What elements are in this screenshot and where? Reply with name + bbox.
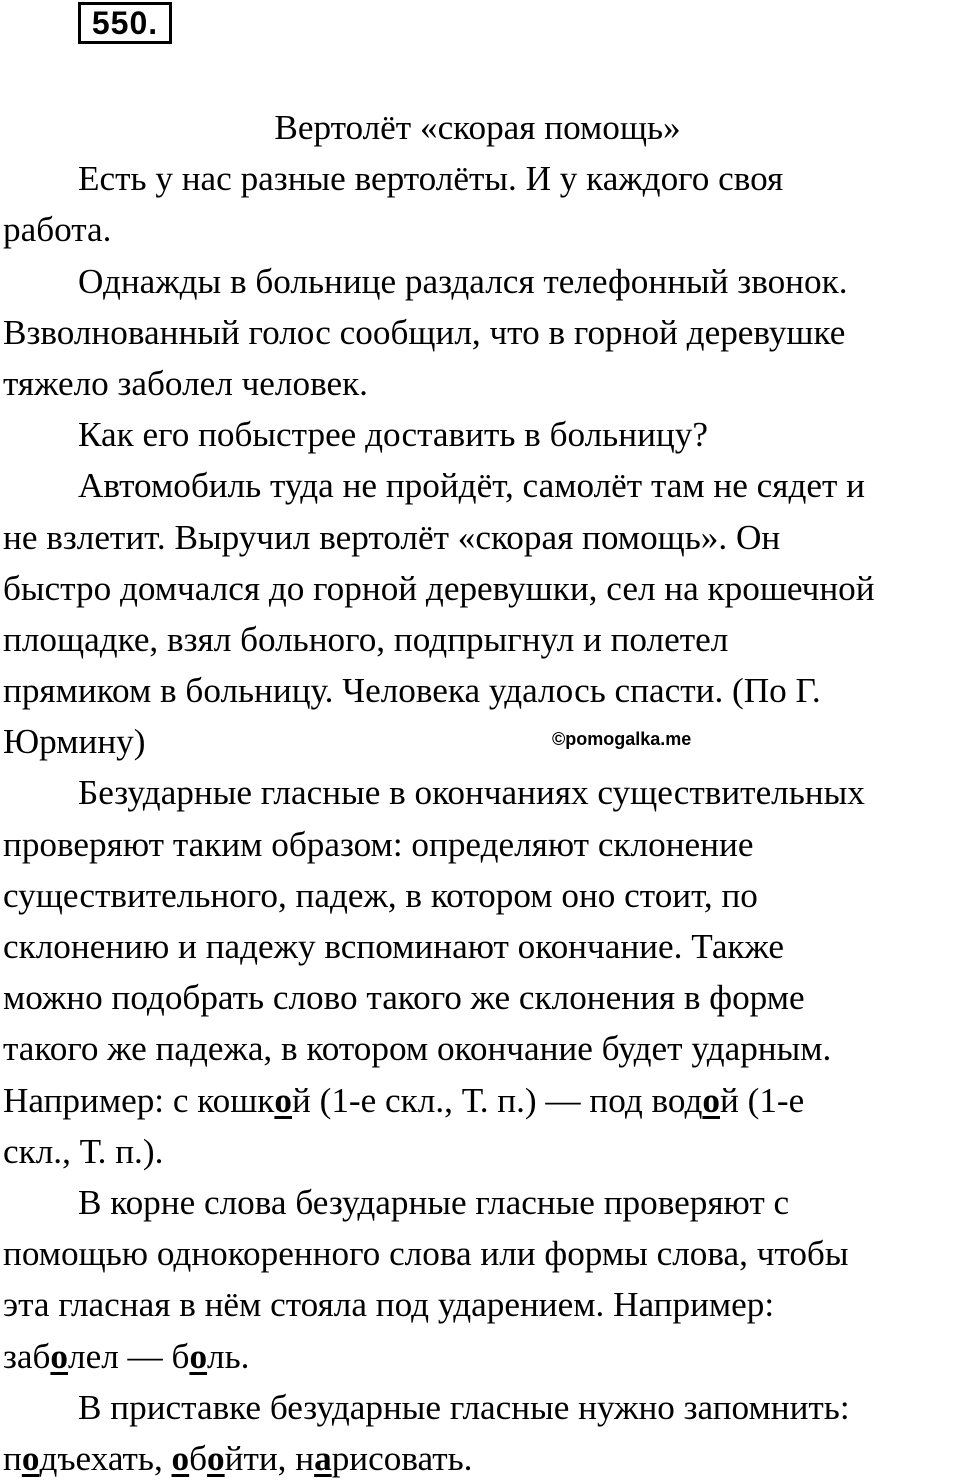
text-line: В приставке безударные гласные нужно запомнить: xyxy=(78,1387,850,1427)
text-line: Как его побыстрее доставить в больницу? xyxy=(78,415,708,455)
document-text xyxy=(3,102,960,1484)
text-line: В корне слова безударные гласные проверяют с xyxy=(78,1182,790,1222)
exercise-number: 550. xyxy=(78,2,172,44)
text-segment: лел — б xyxy=(68,1336,190,1376)
text-line: Автомобиль туда не пройдёт, самолёт там не сядет и xyxy=(78,466,866,506)
text-line: Безударные гласные в окончаниях существительных xyxy=(78,773,865,813)
text-line: тяжело заболел человек. xyxy=(3,363,368,403)
text-line: склонению и падежу вспоминают окончание. Также xyxy=(3,927,784,966)
text-line: эта гласная в нём стояла под ударением. Например: xyxy=(3,1285,775,1325)
highlighted-vowel: о xyxy=(702,1080,720,1120)
text-line: работа. xyxy=(3,210,112,250)
text-line: помощью однокоренного слова или формы слова, чтобы xyxy=(3,1234,849,1274)
text-segment: б xyxy=(189,1438,208,1478)
text-line-with-watermark xyxy=(3,716,960,767)
text-line: скл., Т. п.). xyxy=(3,1131,164,1171)
text-line: Юрмину) xyxy=(3,722,146,762)
text-segment: йти, н xyxy=(224,1438,315,1478)
highlighted-vowel: о xyxy=(274,1080,292,1120)
text-segment: Например: с кошк xyxy=(3,1080,275,1120)
document-title: Вертолёт «скорая помощь» xyxy=(274,108,681,147)
text-line: Есть у нас разные вертолёты. И у каждого своя xyxy=(78,159,784,199)
text-line: прямиком в больницу. Человека удалось спасти. (По Г. xyxy=(3,671,821,711)
text-line: такого же падежа, в котором окончание будет ударным. xyxy=(3,1029,832,1069)
text-line: Однажды в больнице раздался телефонный звонок. xyxy=(78,261,848,301)
text-line-example xyxy=(3,1433,960,1484)
text-line: существительного, падеж, в котором оно стоит, по xyxy=(3,875,758,915)
text-segment: ль. xyxy=(207,1336,250,1376)
text-segment: заб xyxy=(3,1336,51,1376)
text-line: Взволнованный голос сообщил, что в горной деревушке xyxy=(3,312,846,352)
text-line: не взлетит. Выручил вертолёт «скорая помощь». Он xyxy=(3,517,781,557)
watermark: ©pomogalka.me xyxy=(552,729,692,750)
text-line: можно подобрать слово такого же склонения в форме xyxy=(3,978,805,1018)
text-line: площадке, взял больного, подпрыгнул и полетел xyxy=(3,619,729,659)
text-segment: рисовать. xyxy=(331,1438,473,1478)
text-segment: дъехать, xyxy=(39,1438,172,1478)
highlighted-vowel: о xyxy=(189,1336,208,1376)
text-line: быстро домчался до горной деревушки, сел на крошечной xyxy=(3,568,875,608)
text-segment: й (1-е xyxy=(719,1080,805,1120)
highlighted-vowel: о xyxy=(207,1438,225,1478)
text-segment: й (1-е скл., Т. п.) — под вод xyxy=(291,1080,703,1120)
text-line: проверяют таким образом: определяют склонение xyxy=(3,824,754,864)
text-line-example xyxy=(3,1075,960,1126)
highlighted-vowel: а xyxy=(314,1438,332,1478)
highlighted-vowel: о xyxy=(21,1438,40,1478)
highlighted-vowel: о xyxy=(50,1336,69,1376)
text-segment: п xyxy=(3,1438,22,1478)
highlighted-vowel: о xyxy=(171,1438,190,1478)
text-line-example xyxy=(3,1331,960,1382)
